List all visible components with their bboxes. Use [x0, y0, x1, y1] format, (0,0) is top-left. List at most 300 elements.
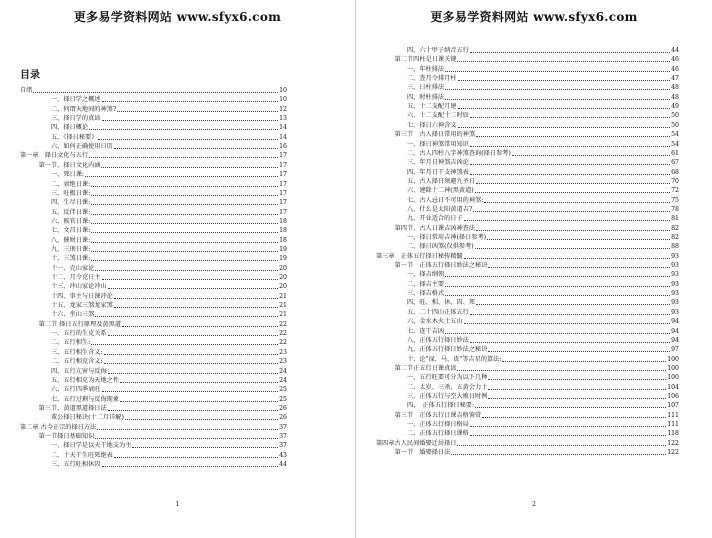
toc-entry[interactable]	[407, 102, 679, 111]
toc-leader-dots	[476, 136, 670, 137]
toc-entry[interactable]	[51, 310, 287, 319]
toc-entry[interactable]	[395, 364, 679, 373]
toc-entry-title: 七、连干吉凶	[407, 327, 445, 335]
toc-leader-dots	[476, 304, 670, 305]
toc-entry-page: 93	[671, 280, 679, 288]
toc-entry[interactable]	[407, 158, 679, 167]
toc-leader-dots	[445, 333, 670, 334]
toc-entry-title: 第一节 正体五行择日妙法之秘诀	[394, 262, 488, 270]
toc-entry[interactable]	[20, 423, 287, 432]
toc-entry-title: 第三节 正体五行日课吉格鉴赏	[394, 411, 482, 419]
toc-entry[interactable]	[407, 298, 679, 307]
toc-entry[interactable]	[407, 401, 679, 410]
toc-entry-page: 104	[667, 383, 679, 391]
toc-entry-page: 24	[279, 367, 287, 375]
toc-leader-dots	[475, 248, 670, 249]
toc-entry-page: 10	[279, 87, 287, 94]
toc-entry[interactable]	[407, 46, 679, 55]
toc-entry-page: 94	[671, 318, 679, 326]
toc-entry-page: 13	[279, 115, 287, 123]
toc-entry[interactable]	[39, 432, 287, 441]
toc-entry[interactable]	[51, 217, 287, 226]
toc-entry-page: 78	[671, 205, 679, 213]
toc-entry-title: 第四章古人民间婚娶迁居择日	[376, 439, 457, 447]
toc-leader-dots	[470, 52, 670, 53]
toc-entry-title: 二、何谓天地间的神煞?	[51, 105, 117, 113]
toc-entry[interactable]	[51, 226, 287, 235]
toc-entry-page: 21	[279, 311, 287, 319]
toc-entry-page: 48	[671, 84, 679, 92]
toc-entry[interactable]	[407, 186, 679, 195]
toc-entry-title: 一、择吉纲领	[407, 271, 445, 279]
toc-leader-dots	[464, 258, 671, 259]
toc-leader-dots	[98, 139, 278, 140]
toc-entry[interactable]	[395, 224, 679, 233]
toc-entry-page: 100	[667, 364, 679, 372]
toc-entry[interactable]	[395, 130, 679, 139]
toc-entry-title: 三、旺极日课:	[51, 189, 91, 197]
toc-entry-title: 四、旺、相、休、囚、死	[407, 299, 476, 307]
toc-entry-title: 二、十天干生旺死绝表	[51, 451, 113, 459]
toc-entry[interactable]	[51, 264, 287, 273]
toc-entry-page: 25	[279, 395, 287, 403]
toc-entry[interactable]	[407, 345, 679, 354]
toc-entry-page: 21	[279, 302, 287, 310]
toc-entry[interactable]	[20, 151, 287, 160]
toc-entry-page: 18	[279, 236, 287, 244]
toc-leader-dots	[445, 276, 670, 277]
toc-entry[interactable]	[376, 252, 679, 261]
toc-entry[interactable]	[407, 177, 679, 186]
toc-entry[interactable]	[407, 121, 679, 130]
toc-entry-page: 17	[279, 180, 287, 188]
toc-entry-title: 三、五行旺相休囚	[51, 461, 101, 468]
toc-entry-page: 94	[671, 327, 679, 335]
toc-entry-page: 20	[279, 283, 287, 291]
toc-leader-dots	[114, 298, 278, 299]
toc-leader-dots	[445, 286, 670, 287]
toc-entry[interactable]	[395, 55, 679, 64]
toc-leader-dots	[451, 454, 666, 455]
toc-leader-dots	[104, 354, 279, 355]
toc-entry[interactable]	[51, 236, 287, 245]
toc-entry-page: 46	[671, 65, 679, 73]
toc-entry[interactable]	[51, 385, 287, 394]
toc-entry[interactable]	[51, 376, 287, 385]
toc-entry[interactable]	[407, 420, 679, 429]
toc-leader-dots	[470, 164, 670, 165]
toc-entry-page: 23	[279, 348, 287, 356]
toc-entry-title: 十四、事主与日课冲论	[51, 292, 113, 300]
toc-leader-dots	[470, 314, 670, 315]
toc-entry[interactable]	[51, 357, 287, 366]
toc-leader-dots	[108, 410, 278, 411]
toc-entry[interactable]	[51, 208, 287, 217]
toc-leader-dots	[458, 80, 671, 81]
toc-entry-title: 一、年柱排法	[407, 65, 445, 73]
toc-entry-title: 六、十二支配十二时辰	[407, 112, 469, 120]
toc-leader-dots	[488, 267, 670, 268]
toc-entry-page: 106	[667, 392, 679, 400]
toc-entry[interactable]	[407, 65, 679, 74]
page-number: 1	[175, 501, 180, 508]
toc-entry-title: 五、《择日秘要》	[51, 133, 98, 141]
toc-entry[interactable]	[407, 327, 679, 336]
toc-entry[interactable]	[51, 133, 287, 142]
toc-leader-dots	[89, 129, 278, 130]
toc-entry[interactable]	[51, 441, 287, 450]
toc-entry[interactable]	[39, 320, 287, 329]
toc-entry-page: 18	[279, 227, 287, 235]
toc-entry-title: 八、正体五行择日妙法	[407, 336, 469, 344]
toc-entry-title: 四、年月日干支神煞表	[407, 168, 469, 176]
toc-entry-title: 七、五行过剩与反侮现象	[51, 395, 120, 403]
toc-entry-title: 五、十二支配月建	[407, 103, 457, 111]
toc-leader-dots	[91, 344, 278, 345]
toc-entry-page: 44	[671, 47, 679, 54]
toc-leader-dots	[91, 232, 278, 233]
toc-leader-dots	[114, 148, 278, 149]
toc-entry[interactable]	[395, 411, 679, 420]
page-number: 2	[532, 501, 536, 508]
toc-entry-title: 二、太岁、三杀、五黄会力士	[407, 383, 488, 391]
toc-entry[interactable]	[51, 395, 287, 404]
toc-leader-dots	[470, 435, 666, 436]
toc-entry[interactable]	[395, 261, 679, 270]
toc-leader-dots	[97, 429, 278, 430]
toc-entry-title: 二、查月令排月柱	[407, 75, 457, 83]
toc-leader-dots	[457, 370, 666, 371]
toc-entry[interactable]	[407, 205, 679, 214]
toc-entry-page: 12	[279, 105, 287, 113]
toc-leader-dots	[102, 391, 279, 392]
toc-entry-title: 七、文昌日课:	[51, 227, 91, 235]
toc-entry-title: 自绪	[20, 87, 33, 94]
toc-entry[interactable]	[51, 329, 287, 338]
toc-entry[interactable]	[51, 123, 287, 132]
toc-leader-dots	[91, 260, 278, 261]
toc-entry[interactable]	[407, 336, 679, 345]
toc-entry[interactable]	[407, 270, 679, 279]
toc-entry-title: 十二、月令克日主	[51, 274, 101, 281]
toc-entry-page: 37	[279, 432, 287, 440]
toc-leader-dots	[91, 242, 278, 243]
toc-leader-dots	[475, 407, 666, 408]
toc-entry-page: 44	[279, 461, 287, 468]
toc-entry-title: 八、什么是太阳黄道吉?	[407, 205, 473, 213]
toc-entry-page: 17	[279, 199, 287, 207]
toc-entry[interactable]	[407, 373, 679, 382]
toc-entry-page: 50	[671, 121, 679, 129]
toc-entry-title: 三、择日学的真谛	[51, 115, 101, 123]
toc-entry-page: 93	[671, 271, 679, 279]
toc-entry[interactable]	[51, 254, 287, 263]
toc-entry-title: 三、日柱排法	[407, 84, 445, 92]
toc-entry-page: 18	[279, 217, 287, 225]
toc-entry-page: 122	[667, 439, 679, 447]
toc-entry-page: 49	[671, 103, 679, 111]
toc-leader-dots	[89, 157, 278, 158]
toc-leader-dots	[464, 323, 670, 324]
toc-leader-dots	[122, 326, 278, 327]
toc-leader-dots	[85, 176, 278, 177]
toc-entry-title: 二、正体五行择日课格	[407, 430, 469, 438]
toc-entry-page: 93	[671, 252, 679, 260]
toc-entry-title: 一、死日课:	[51, 171, 85, 179]
toc-entry[interactable]	[51, 282, 287, 291]
toc-leader-dots	[102, 466, 279, 467]
toc-leader-dots	[102, 120, 279, 121]
toc-entry-title: 二、五行相生:	[51, 339, 91, 347]
toc-entry-title: 第三节、黄道黑道择日法	[38, 404, 107, 412]
toc-leader-dots	[470, 342, 670, 343]
toc-entry-title: 九、开业适合的日子	[407, 215, 463, 223]
toc-leader-dots	[457, 61, 670, 62]
toc-leader-dots	[482, 417, 666, 418]
toc-entry-page: 88	[671, 243, 679, 251]
toc-entry-title: 十、论"禄、马、贵"等吉星的算法:	[407, 355, 502, 363]
toc-entry-title: 四、五行亢害与反侮	[51, 367, 107, 375]
toc-entry[interactable]	[407, 111, 679, 120]
toc-entry-title: 五、二十四山正体五行	[407, 308, 469, 316]
toc-entry-page: 93	[671, 308, 679, 316]
toc-entry-title: 六、如何正确使用日历	[51, 143, 113, 151]
toc-entry-title: 第一节、择日文化内涵	[38, 161, 101, 169]
toc-leader-dots	[91, 195, 278, 196]
toc-entry[interactable]	[51, 301, 287, 310]
toc-entry[interactable]	[20, 86, 287, 95]
toc-entry-page: 111	[667, 421, 679, 428]
toc-entry-title: 第三节 古人择日常用的神煞	[394, 131, 476, 139]
toc-entry[interactable]	[51, 413, 287, 422]
toc-leader-dots	[102, 279, 279, 280]
toc-entry-title: 一、择日常用吉神(择日参考)	[407, 234, 487, 241]
toc-entry-page: 111	[667, 411, 679, 419]
toc-entry-title: 第一节择日基础知识	[38, 432, 95, 440]
toc-entry[interactable]	[407, 242, 679, 251]
toc-leader-dots	[33, 92, 278, 93]
toc-leader-dots	[488, 398, 666, 399]
toc-entry-page: 43	[279, 451, 287, 459]
toc-leader-dots	[488, 379, 666, 380]
toc-entry[interactable]	[407, 233, 679, 242]
toc-entry-title: 一、正体五行择日格局	[407, 421, 469, 428]
toc-leader-dots	[476, 230, 670, 231]
toc-entry[interactable]	[51, 189, 287, 198]
toc-leader-dots	[104, 363, 279, 364]
toc-entry-title: 一、五行旺要可分为以下几种	[407, 374, 488, 382]
toc-leader-dots	[458, 127, 671, 128]
toc-entry-page: 46	[671, 56, 679, 64]
toc-entry-title: 六、候官日课:	[51, 217, 91, 225]
toc-entry-title: 三、择吉格式	[407, 290, 445, 298]
toc-entry-title: 二、择吉主要	[407, 280, 445, 288]
toc-entry[interactable]	[51, 451, 287, 460]
toc-entry[interactable]	[39, 161, 287, 170]
toc-entry-page: 50	[671, 112, 679, 120]
toc-entry-page: 81	[671, 215, 679, 223]
toc-entry-title: 五、反伴日课:	[51, 208, 91, 216]
toc-entry-page: 72	[671, 187, 679, 195]
toc-entry[interactable]	[51, 460, 287, 469]
toc-entry-title: 七、择日六神含义	[407, 121, 457, 129]
toc-leader-dots	[91, 251, 278, 252]
toc-leader-dots	[132, 447, 278, 448]
toc-entry-page: 14	[279, 133, 287, 141]
toc-entry[interactable]	[407, 289, 679, 298]
toc-entry[interactable]	[407, 214, 679, 223]
toc-leader-dots	[475, 192, 670, 193]
toc-leader-dots	[114, 307, 278, 308]
toc-entry-title: 十、三煞日课:	[51, 255, 91, 263]
toc-entry-page: 26	[279, 404, 287, 412]
toc-entry-page: 22	[279, 320, 287, 328]
toc-entry-page: 19	[279, 255, 287, 263]
toc-entry-page: 17	[279, 152, 287, 160]
toc-leader-dots	[91, 186, 278, 187]
toc-entry[interactable]	[407, 392, 679, 401]
toc-entry-title: 第二节 择日五行原理及黄黑道	[38, 320, 121, 328]
toc-leader-dots	[470, 174, 670, 175]
toc-entry[interactable]	[407, 383, 679, 392]
toc-leader-dots	[457, 445, 666, 446]
toc-entry-title: 六、建除十二神(黑黄道)	[407, 187, 474, 195]
toc-entry[interactable]	[51, 180, 287, 189]
toc-entry-title: 九、正体五行择日妙法之秘诀	[407, 346, 488, 354]
toc-entry-page: 17	[279, 161, 287, 169]
toc-entry-page: 20	[279, 264, 287, 272]
toc-entry-page: 82	[671, 234, 679, 241]
toc-entry-page: 75	[671, 196, 679, 204]
toc-entry[interactable]	[407, 83, 679, 92]
toc-leader-dots	[445, 89, 670, 90]
toc-leader-dots	[114, 457, 278, 458]
toc-entry[interactable]	[407, 93, 679, 102]
toc-entry-title: 七、古人忌日不可用的神煞:	[407, 196, 484, 204]
toc-entry-page: 68	[671, 168, 679, 176]
toc-entry-title: 四、时柱排法	[407, 93, 445, 101]
toc-leader-dots	[470, 146, 670, 147]
toc-entry[interactable]	[39, 404, 287, 413]
toc-entry-page: 20	[279, 274, 287, 281]
toc-entry[interactable]	[376, 439, 679, 448]
toc-entry-page: 26	[279, 414, 287, 422]
toc-entry[interactable]	[407, 149, 679, 158]
toc-entry-page: 93	[671, 290, 679, 298]
toc-entry-page: 97	[671, 346, 679, 354]
toc-entry-page: 107	[667, 402, 679, 410]
toc-leader-dots	[108, 335, 278, 336]
toc-entry-title: 二、古人四柱八字神煞查询(择日参考)	[407, 149, 511, 157]
toc-entry-page: 54	[671, 131, 679, 139]
toc-entry[interactable]	[395, 448, 679, 457]
toc-entry-page: 48	[671, 93, 679, 101]
toc-entry-page: 17	[279, 189, 287, 197]
toc-entry[interactable]	[51, 105, 287, 114]
toc-entry-title: 四、生尽日课:	[51, 199, 91, 207]
toc-leader-dots	[473, 211, 670, 212]
toc-entry-title: 第四节、古人日课吉凶神查法	[394, 224, 476, 232]
toc-entry[interactable]	[51, 367, 287, 376]
toc-entry[interactable]	[407, 429, 679, 438]
toc-entry-title: 六、金水木火土五山	[407, 318, 463, 326]
toc-entry-title: 九、三刑日课:	[51, 245, 91, 253]
toc-entry-title: 五、五行相克为天地之性	[51, 376, 120, 384]
toc-leader-dots	[470, 117, 670, 118]
toc-entry-page: 17	[279, 208, 287, 216]
toc-entry[interactable]	[51, 170, 287, 179]
toc-entry[interactable]	[407, 74, 679, 83]
toc-entry-page: 25	[279, 386, 287, 394]
toc-entry-page: 22	[279, 330, 287, 338]
toc-entry-page: 37	[279, 442, 287, 450]
toc-leader-dots	[117, 111, 278, 112]
toc-entry-page: 16	[279, 143, 287, 151]
toc-leader-dots	[476, 183, 670, 184]
toc-entry[interactable]	[407, 280, 679, 289]
toc-leader-dots	[91, 214, 278, 215]
toc-entry-page: 14	[279, 124, 287, 132]
toc-entry-title: 二、择日凶煞(仅供参考)	[407, 243, 474, 251]
toc-entry[interactable]	[407, 308, 679, 317]
toc-entry-title: 第一章 择日文化与五行	[20, 152, 89, 160]
toc-leader-dots	[120, 382, 278, 383]
toc-entry-title: 一、择日学是以天干地支为主	[51, 442, 132, 450]
toc-leader-dots	[488, 351, 670, 352]
toc-leader-dots	[102, 101, 279, 102]
toc-entry-title: 第二章 古今正宗的择日方法	[20, 423, 97, 431]
toc-leader-dots	[464, 220, 670, 221]
toc-entry-page: 94	[671, 336, 679, 344]
toc-entry[interactable]	[407, 355, 679, 364]
toc-leader-dots	[125, 419, 278, 420]
toc-leader-dots	[445, 295, 670, 296]
toc-entry-title: 董公择日秘诀(十二月详解)	[51, 414, 124, 422]
toc-entry[interactable]	[51, 338, 287, 347]
toc-entry[interactable]	[51, 348, 287, 357]
toc-leader-dots	[445, 71, 670, 72]
toc-entry[interactable]	[51, 245, 287, 254]
toc-entry[interactable]	[51, 198, 287, 207]
toc-heading: 目录	[20, 70, 40, 81]
toc-entry-title: 十五、龙家三煞龙家煞	[51, 302, 113, 310]
toc-entry-page: 70	[671, 177, 679, 185]
toc-entry-page: 24	[279, 376, 287, 384]
toc-entry-title: 三、五行相生含义:	[51, 348, 103, 356]
toc-entry-title: 一、择日神煞常用知识	[407, 140, 469, 148]
page-header: 更多易学资料网站 www.sfyx6.com	[73, 10, 282, 24]
toc-leader-dots	[95, 316, 278, 317]
toc-entry[interactable]	[407, 317, 679, 326]
toc-entry-title: 第二节正五行日课真谛	[394, 364, 457, 372]
toc-entry[interactable]	[51, 95, 287, 104]
toc-entry-title: 八、催财日课:	[51, 236, 91, 244]
toc-entry[interactable]	[407, 140, 679, 149]
toc-entry-page: 61	[671, 149, 679, 157]
toc-entry[interactable]	[51, 142, 287, 151]
toc-entry[interactable]	[407, 196, 679, 205]
toc-entry[interactable]	[407, 168, 679, 177]
toc-entry[interactable]	[51, 273, 287, 282]
toc-entry-page: 122	[667, 449, 679, 457]
toc-entry[interactable]	[51, 114, 287, 123]
toc-entry-title: 第三章 正体五行择日秘传精髓	[376, 252, 463, 260]
toc-entry-page: 93	[671, 299, 679, 307]
toc-entry-page: 82	[671, 224, 679, 232]
toc-entry-title: 四、 正体五行择日秘要:	[407, 402, 475, 410]
toc-entry-title: 十一、克山家论	[51, 264, 95, 272]
toc-entry[interactable]	[51, 292, 287, 301]
